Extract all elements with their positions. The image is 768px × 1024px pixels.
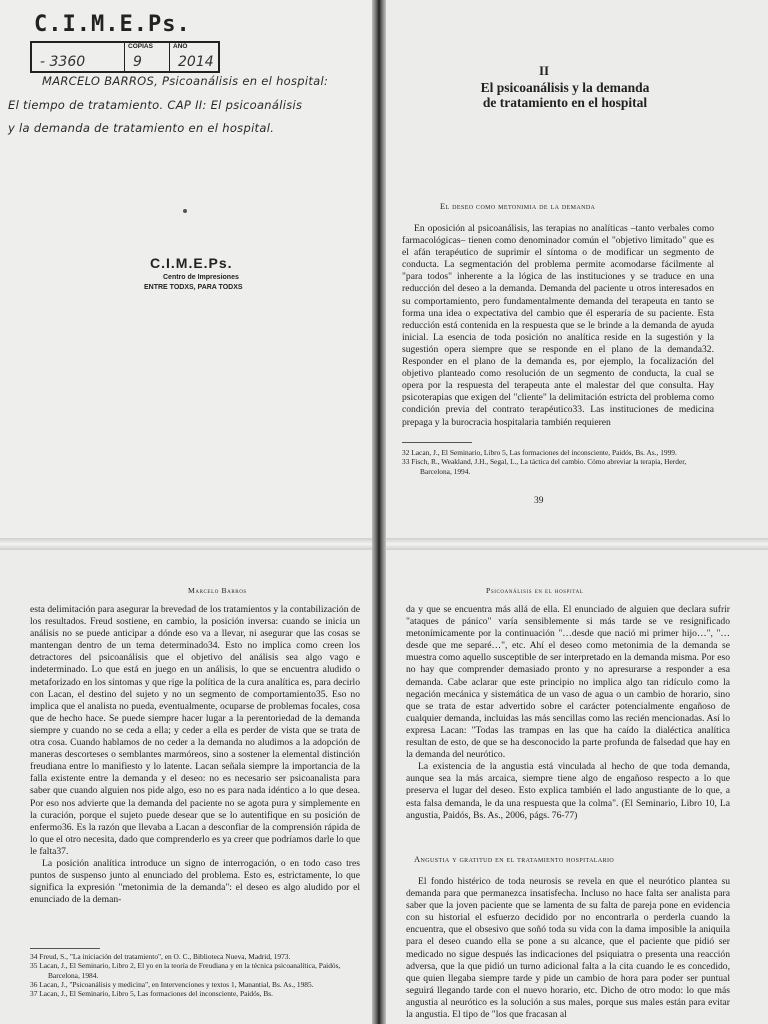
page-39-footnotes xyxy=(402,448,714,476)
page-41-body xyxy=(406,604,730,848)
paragraph: La existencia de la angustia está vinculada al hecho de que toda demanda, aunque sea la más arcaica, siempre tiene algo de engañoso respecto a lo que preserva el lugar del deseo. Esto explica también el lado angustiante de lo que, a esta falsa demanda, le da una respuesta que la colma". (El Seminario, Libro 10, La angustia, Paidós, Bs. As., 2006, págs. 76-77) xyxy=(406,761,730,821)
page-41 xyxy=(386,548,768,1024)
logo-title: C.I.M.E.Ps. xyxy=(150,255,233,271)
section-heading-angustia: Angustia y gratitud en el tratamiento hospitalario xyxy=(414,854,615,864)
stamp-ano-label: AÑO xyxy=(173,43,188,50)
page-40-body xyxy=(30,604,360,940)
footnote-32: 32 Lacan, J., El Seminario, Libro 5, Las formaciones del inconsciente, Paidós, Bs. As., 1999. xyxy=(402,448,677,457)
chapter-title-line-1: El psicoanálisis y la demanda xyxy=(480,80,650,95)
footnote-33: 33 Fisch, R., Weakland, J.H., Segal, L., La táctica del cambio. Cómo abreviar la terapia, Herder, Barcelona, 1994. xyxy=(402,457,687,476)
paragraph: La posición analítica introduce un signo de interrogación, o en todo caso tres puntos de suspenso junto al enunciado del problema. Esto es, estrictamente, lo que significa la expresión "metonimia de la demanda": el deseo es algo aludido por el enunciado de la deman- xyxy=(30,857,360,906)
footnote-34: 34 Freud, S., "La iniciación del tratamiento", en O. C., Biblioteca Nueva, Madrid, 1973. xyxy=(30,952,291,961)
chapter-number: II xyxy=(539,63,550,78)
stamp-copias-label: COPIAS xyxy=(128,43,153,50)
chapter-title xyxy=(426,80,704,110)
stamp-number-cell xyxy=(32,43,125,71)
stamp-copias-cell xyxy=(125,43,170,71)
stamp-ano-cell xyxy=(170,43,218,71)
page-39-body xyxy=(402,223,714,435)
scan-page-top-left xyxy=(0,0,374,540)
page-40-footnotes xyxy=(30,952,360,1022)
handwritten-line-1: MARCELO BARROS, Psicoanálisis en el hospital: xyxy=(42,74,329,88)
page-39 xyxy=(386,0,768,540)
logo-tagline: ENTRE TODXS, PARA TODXS xyxy=(144,284,243,291)
paragraph: da y que se encuentra más allá de ella. El enunciado de alguien que declara sufrir "ataques de pánico" varía sensiblemente si más tarde se ve resignificado metonímicamente por la continuación "…desde que nació mi primer hijo…", "…desde que me separé…", etc. Ahí el deseo como metonimia de la demanda se muestra como aquello susceptible de ser interpretado en la demanda misma. Por eso no hay que comprender demasiado pronto y no apresurarse a responder a esa demanda. Cabe aclarar que este principio no implica algo tan ridículo como la negación mecánica y sistemática de un vaso de agua o un cambio de horario, sino que se trata de estar advertido sobre el carácter potencialmente engañoso de cualquier demanda, incluidas las más sencillas como las recién mencionadas. Así lo expresa Lacan: "Todas las trampas en las que ha caído la dialéctica analítica resultan de esto, de que se ha desconocido la parte profunda de falsedad que hay en la demanda del neurótico. xyxy=(406,604,730,761)
handwritten-line-2: El tiempo de tratamiento. CAP II: El psicoanálisis xyxy=(8,98,303,112)
book-spine-shadow xyxy=(372,0,386,1024)
stamp-box xyxy=(30,41,220,73)
running-head-book: Psicoanálisis en el hospital xyxy=(486,586,584,595)
stamp-number: - 3360 xyxy=(40,54,86,70)
paragraph: En oposición al psicoanálisis, las terapias no analíticas –tanto verbales como farmacológicas– tienen como denominador común el "objetivo limitado" que es el afán terapéutico de suprimir el síntoma o de modificar un segmento de conducta. La segmentación del problema permite acomodarse fácilmente al "para todos" inherente a la lógica de las instituciones y se traduce en una reducción del deseo a la demanda. Demanda del paciente u otros interesados en su comportamiento, pero fundamentalmente demanda del terapeuta en tanto se forma una idea o expectativa del cambio que él esperaría de su paciente. Esta reducción está contenida en la respuesta que se le brinde a la demanda de ayuda inicial. La esencia de toda posición no analítica reside en la sugestión y la sugestión opera siempre que se responde en el plano de la demanda32. Responder en el plano de la demanda es, por ejemplo, la focalización del objetivo planteado como resolución de un segmento de conducta, la cual se opera por la respuesta del terapeuta ante el malestar del que consulta. Hay psicoterapias que exigen del "cliente" la delimitación estricta del problema como condición previa del contrato terapéutico33. Las instituciones de medicina prepaga y la burocracia hospitalaria también requieren xyxy=(402,223,714,428)
handwritten-line-3: y la demanda de tratamiento en el hospital. xyxy=(8,121,275,135)
running-head-author: Marcelo Barros xyxy=(188,586,247,595)
stamp-title: C.I.M.E.Ps. xyxy=(34,12,191,37)
footnote-35: 35 Lacan, J., El Seminario, Libro 2, El yo en la teoría de Freudiana y en la técnica psicoanalítica, Paidós, Barcelona, 1984. xyxy=(30,961,341,980)
footnote-rule xyxy=(30,948,100,949)
footnote-37: 37 Lacan, J., El Seminario, Libro 5, Las formaciones del inconsciente, Paidós, Bs. xyxy=(30,989,274,999)
punch-hole-mark xyxy=(183,209,187,213)
stamp-ano: 2014 xyxy=(178,54,214,70)
paragraph: El fondo histérico de toda neurosis se revela en que el neurótico plantea su demanda para que permanezca insatisfecha. Incluso no hace falta ser analista para saber que la joven paciente que se lamenta de su falta de pareja pone en evidencia con su historial el esfuerzo decidido por no encontrarla o perderla cuando la encuentra, que el obsesivo que soñó toda su vida con la dama imposible la aniquila para el deseo cuando ella se pone a su alcance, que el paciente que pidió ser medicado no sigue después las indicaciones del psiquiatra o presenta una reacción adversa, que la que pidió un turno adicional falta a la cita cuando le es concedido, que quien llegaba siempre tarde y pide un cambio de hora para poder ser puntual seguirá llegando tarde con el nuevo horario, etc. Dicho de otro modo: lo que más angustia al neurótico es la solución a sus males, porque sus males están para evitar la angustia. El tipo de "los que fracasan al xyxy=(406,876,730,1021)
paragraph: esta delimitación para asegurar la brevedad de los tratamientos y la contabilización de los resultados. Freud sostiene, en cambio, la posición inversa: cuando se inicia un análisis no se puede anticipar a dónde eso va a llevar, ni asegurar que las cosas se mantengan dentro de un tema determinado34. Esto no implica como creen los detractores del psicoanálisis que el objetivo del análisis sea algo vago e indeterminado. Lo que está en juego en un análisis, lo que se encuentra aludido o metaforizado en los síntomas y que rige la política de la cura analítica es, para decirlo con Lacan, el destino del sujeto y no un segmento de comportamiento35. Eso no implica que el analista no pueda, eventualmente, ocuparse de problemas focales, cosa que de hecho hace. Se puede siempre hacer lugar a la perentoriedad de la demanda siempre y cuando no se ceda a ella; y ceder a ella es perder de vista que se trata de otra cosa. Cuando hablamos de no ceder a la demanda no aludimos a la adopción de maneras descorteses o semblantes marmóreos, sino a sostener la elemental distinción freudiana entre lo manifiesto y lo latente. Lacan señala siempre la importancia de la falla existente entre la demanda y el deseo: no es necesario ser psicoanalista para saber que cuando alguien nos pide algo, eso no es para nada idéntico a lo que desea. Por eso nos advierte que la demanda del paciente no se agota pura y simplemente en la curación, porque el sujeto puede desear que se lo autentifique en su posición de enfermo36. Es la razón que llevaba a Lacan a desconfiar de la comprensión rápida de lo que el otro necesita, dado que comprenderlo es ya creer que podríamos darle lo que le falta37. xyxy=(30,604,360,857)
chapter-title-line-2: de tratamiento en el hospital xyxy=(482,95,648,110)
stamp-copias: 9 xyxy=(133,54,142,70)
page-40 xyxy=(0,548,374,1024)
page-number: 39 xyxy=(534,496,544,506)
section-heading-deseo: El deseo como metonimia de la demanda xyxy=(440,201,596,211)
logo-subtitle: Centro de Impresiones xyxy=(163,274,239,281)
page-41-body-2 xyxy=(406,876,730,1022)
footnote-rule xyxy=(402,442,472,443)
footnote-36: 36 Lacan, J., "Psicoanálisis y medicina", en Intervenciones y textos 1, Manantial, Bs. As., 1985. xyxy=(30,979,314,989)
